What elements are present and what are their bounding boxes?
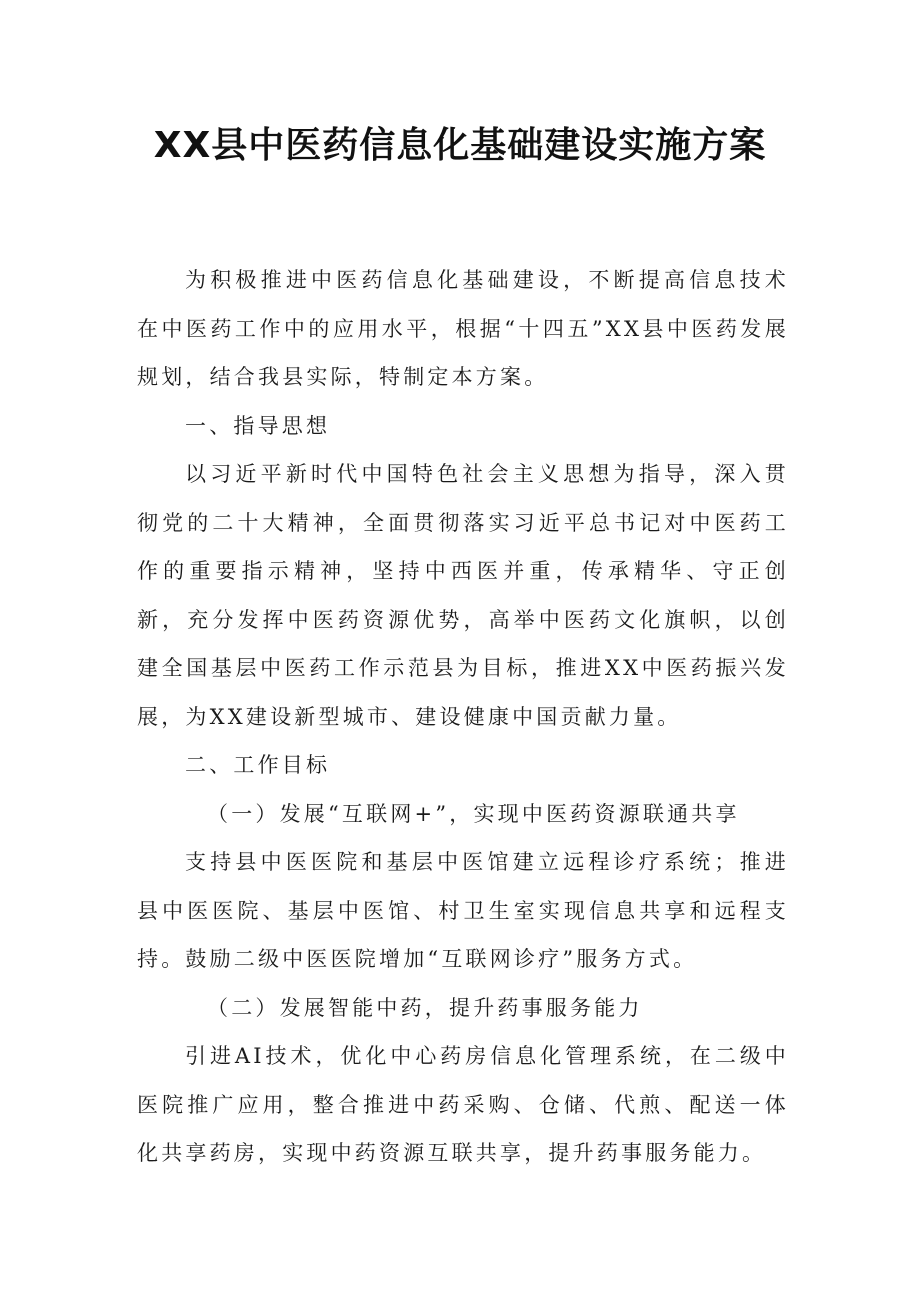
document-title: XX县中医药信息化基础建设实施方案 (153, 125, 767, 166)
subheading-internet-plus: （一）发展“互联网+”，实现中医药资源联通共享 (207, 801, 740, 826)
internet-plus-paragraph: 支持县中医医院和基层中医馆建立远程诊疗系统；推进县中医医院、基层中医馆、村卫生室实现信息共享和远程支持。鼓励二级中医医院增加“互联网诊疗”服务方式。 (137, 850, 789, 971)
guiding-ideology-paragraph: 以习近平新时代中国特色社会主义思想为指导，深入贯彻党的二十大精神，全面贯彻落实习近平总书记对中医药工作的重要指示精神，坚持中西医并重，传承精华、守正创新，充分发挥中医药资源优势，高举中医药文化旗帜，以创建全国基层中医药工作示范县为目标，推进XX中医药振兴发展，为XX建设新型城市、建设健康中国贡献力量。 (137, 462, 789, 729)
smart-medicine-paragraph: 引进AI技术，优化中心药房信息化管理系统，在二级中医院推广应用，整合推进中药采购、仓储、代煎、配送一体化共享药房，实现中药资源互联共享，提升药事服务能力。 (137, 1044, 789, 1165)
section-heading-guiding-ideology: 一、指导思想 (185, 413, 331, 438)
document-body (137, 256, 789, 1178)
section-heading-work-goals: 二、工作目标 (185, 753, 331, 777)
subheading-smart-medicine: （二）发展智能中药，提升药事服务能力 (207, 995, 643, 1020)
intro-paragraph: 为积极推进中医药信息化基础建设，不断提高信息技术在中医药工作中的应用水平，根据“十四五”XX县中医药发展规划，结合我县实际，特制定本方案。 (137, 268, 789, 389)
